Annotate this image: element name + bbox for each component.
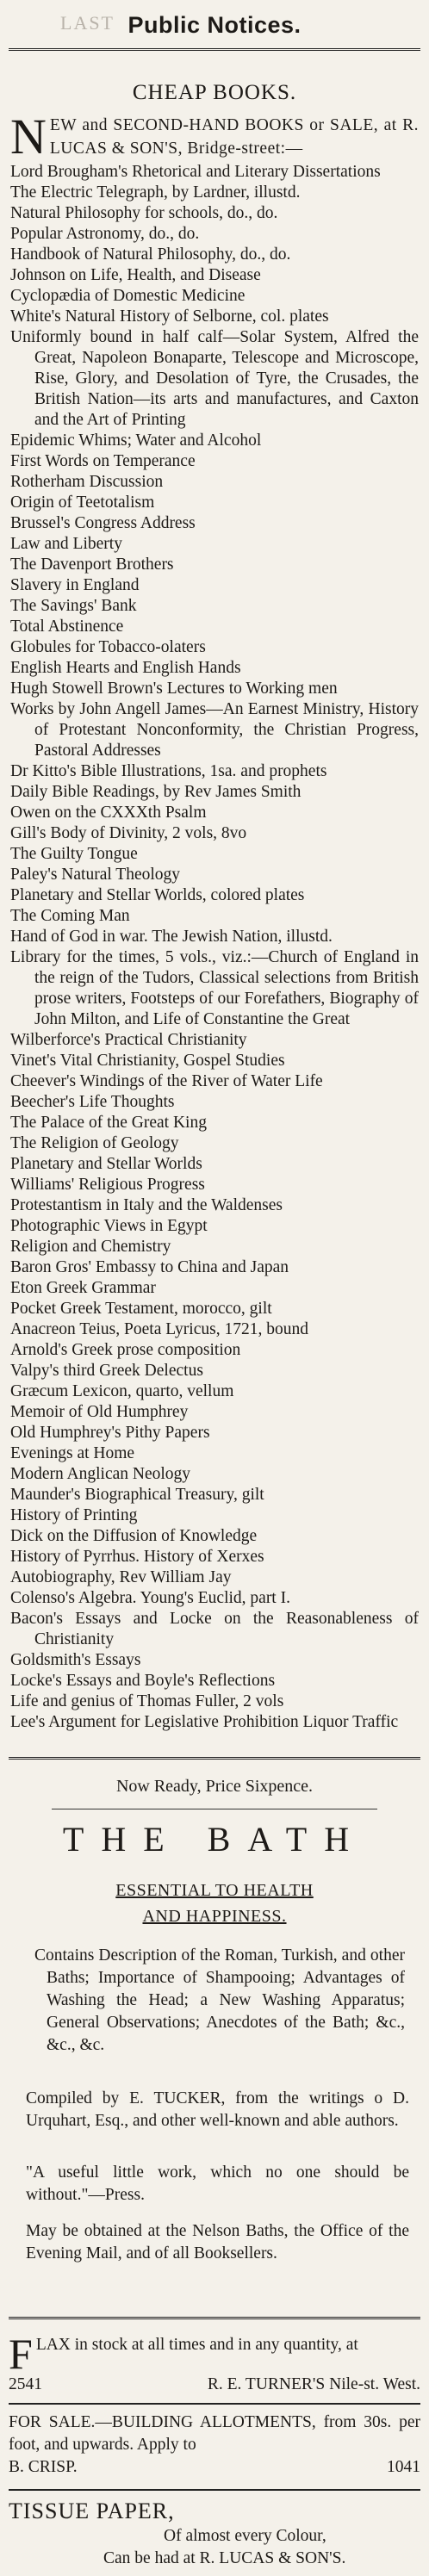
bath-quote bbox=[26, 2162, 409, 2207]
book-item: Hand of God in war. The Jewish Nation, illustd. bbox=[10, 928, 333, 946]
book-item: Paley's Natural Theology bbox=[10, 866, 181, 884]
book-item: Dick on the Diffusion of Knowledge bbox=[10, 1527, 258, 1545]
flax-advert bbox=[9, 2330, 420, 2396]
book-item: Arnold's Greek prose composition bbox=[10, 1341, 241, 1359]
book-item: Owen on the CXXXth Psalm bbox=[10, 804, 207, 822]
book-item: Græcum Lexicon, quarto, vellum bbox=[10, 1382, 234, 1400]
bath-obtain-text: May be obtained at the Nelson Baths, the Office of the Evening Mail, and of all Booksellers. bbox=[26, 2222, 409, 2263]
divider-rule-2 bbox=[9, 2317, 420, 2319]
tissue-line-1: Of almost every Colour, bbox=[164, 2527, 326, 2545]
bath-subtitle bbox=[0, 1878, 429, 1929]
flax-line: LAX in stock at all times and in any quantity, at bbox=[35, 2336, 358, 2354]
tissue-heading: TISSUE PAPER, bbox=[9, 2498, 175, 2523]
masthead-ghost-text: LAST bbox=[60, 12, 115, 34]
book-item: The Coming Man bbox=[10, 907, 130, 925]
book-item: Evenings at Home bbox=[10, 1444, 135, 1462]
bath-compiled-text: Compiled by E. TUCKER, from the writings o D. Urquhart, Esq., and other well-known and able authors. bbox=[26, 2089, 409, 2130]
bath-compiled bbox=[26, 2088, 409, 2132]
bath-contents bbox=[34, 1945, 405, 2057]
book-item: Origin of Teetotalism bbox=[10, 493, 155, 512]
book-item: Lee's Argument for Legislative Prohibition Liquor Traffic bbox=[10, 1713, 399, 1731]
book-item: Pocket Greek Testament, morocco, gilt bbox=[10, 1300, 272, 1318]
book-item: Religion and Chemistry bbox=[10, 1238, 171, 1256]
book-item: Lord Brougham's Rhetorical and Literary Dissertations bbox=[10, 163, 381, 181]
book-item: Natural Philosophy for schools, do., do. bbox=[10, 204, 278, 222]
book-item: Maunder's Biographical Treasury, gilt bbox=[10, 1486, 264, 1504]
book-item: Epidemic Whims; Water and Alcohol bbox=[10, 431, 262, 450]
book-item: Library for the times, 5 vols., viz.:—Church of England in the reign of the Tudors, Classical selections from British prose writers, Footsteps of our Forefathers, Biography of John Milton, and Life of Constantine the Great bbox=[10, 948, 419, 1028]
book-item: Slavery in England bbox=[10, 576, 140, 594]
book-item: Modern Anglican Neology bbox=[10, 1465, 191, 1483]
book-item: Johnson on Life, Health, and Disease bbox=[10, 266, 261, 284]
book-item: Baron Gros' Embassy to China and Japan bbox=[10, 1258, 289, 1276]
book-item: Law and Liberty bbox=[10, 535, 122, 553]
book-item: Goldsmith's Essays bbox=[10, 1651, 141, 1669]
bath-subtitle-line-1: ESSENTIAL TO HEALTH bbox=[115, 1881, 314, 1900]
bath-contents-text: Contains Description of the Roman, Turkish, and other Baths; Importance of Shampooing; Advantages of Washing the Head; a New Washing Apparatus; General Observations; Anecdotes of the Bath; &c., &c., &c. bbox=[34, 1946, 405, 2054]
book-item: Wilberforce's Practical Christianity bbox=[10, 1031, 247, 1049]
drop-cap: N bbox=[10, 109, 47, 164]
cheap-books-intro bbox=[10, 109, 419, 164]
divider-rule-3 bbox=[9, 2403, 420, 2405]
cheap-books-heading: CHEAP BOOKS. bbox=[132, 81, 297, 104]
book-item: Old Humphrey's Pithy Papers bbox=[10, 1424, 210, 1442]
book-item: The Religion of Geology bbox=[10, 1134, 179, 1152]
flax-shop: R. E. TURNER'S Nile-st. West. bbox=[207, 2375, 420, 2393]
flax-number: 2541 bbox=[9, 2375, 42, 2393]
book-item: The Palace of the Great King bbox=[10, 1114, 207, 1132]
book-item: Valpy's third Greek Delectus bbox=[10, 1362, 203, 1380]
book-item: Memoir of Old Humphrey bbox=[10, 1403, 189, 1421]
book-item: Handbook of Natural Philosophy, do., do. bbox=[10, 245, 291, 264]
book-item: Globules for Tobacco-olaters bbox=[10, 638, 206, 656]
book-item: Life and genius of Thomas Fuller, 2 vols bbox=[10, 1692, 284, 1710]
sale-name: B. CRISP. bbox=[9, 2458, 78, 2476]
book-item: Planetary and Stellar Worlds bbox=[10, 1155, 202, 1173]
book-item: The Davenport Brothers bbox=[10, 556, 174, 574]
book-item: Locke's Essays and Boyle's Reflections bbox=[10, 1672, 276, 1690]
book-item: White's Natural History of Selborne, col. plates bbox=[10, 307, 329, 326]
sale-number: 1041 bbox=[387, 2458, 420, 2476]
book-item: Total Abstinence bbox=[10, 618, 124, 636]
sale-line: FOR SALE.—BUILDING ALLOTMENTS, from 30s. per foot, and upwards. Apply to bbox=[9, 2413, 420, 2454]
book-item: Planetary and Stellar Worlds, colored plates bbox=[10, 886, 305, 904]
divider-rule bbox=[9, 1757, 420, 1760]
masthead bbox=[0, 5, 429, 45]
book-item: Protestantism in Italy and the Waldenses bbox=[10, 1196, 283, 1214]
book-item: Uniformly bound in half calf—Solar System, Alfred the Great, Napoleon Bonaparte, Telescope and Microscope, Rise, Glory, and Desolation of Tyre, the Crusades, the British Nation—its arts and manufactures, and Caxton and the Art of Printing bbox=[10, 328, 419, 429]
book-item: Hugh Stowell Brown's Lectures to Working men bbox=[10, 680, 338, 698]
tissue-line-2: Can be had at R. LUCAS & SON'S. bbox=[103, 2549, 346, 2567]
book-item: Vinet's Vital Christianity, Gospel Studies bbox=[10, 1052, 285, 1070]
masthead-rule bbox=[9, 48, 420, 51]
book-item: Bacon's Essays and Locke on the Reasonableness of Christianity bbox=[10, 1610, 419, 1648]
flax-drop-cap: F bbox=[9, 2330, 33, 2378]
book-item: History of Printing bbox=[10, 1506, 138, 1524]
book-item: Eton Greek Grammar bbox=[10, 1279, 156, 1297]
book-item: Gill's Body of Divinity, 2 vols, 8vo bbox=[10, 824, 247, 842]
book-item: The Savings' Bank bbox=[10, 597, 137, 615]
flax-footer bbox=[9, 2374, 420, 2396]
book-item: The Electric Telegraph, by Lardner, illustd. bbox=[10, 183, 301, 202]
section-title: Public Notices. bbox=[127, 12, 302, 38]
book-item: Beecher's Life Thoughts bbox=[10, 1093, 175, 1111]
book-item: Cyclopædia of Domestic Medicine bbox=[10, 287, 246, 305]
bath-obtain bbox=[26, 2220, 409, 2265]
book-item: Rotherham Discussion bbox=[10, 473, 164, 491]
book-item: First Words on Temperance bbox=[10, 452, 196, 470]
book-item: Colenso's Algebra. Young's Euclid, part I. bbox=[10, 1589, 290, 1607]
book-item: Dr Kitto's Bible Illustrations, 1sa. and prophets bbox=[10, 762, 327, 780]
book-item: The Guilty Tongue bbox=[10, 845, 138, 863]
divider-rule-4 bbox=[9, 2489, 420, 2491]
book-item: Photographic Views in Egypt bbox=[10, 1217, 208, 1235]
cheap-books-advert bbox=[10, 109, 419, 1733]
book-item: Daily Bible Readings, by Rev James Smith bbox=[10, 783, 302, 801]
book-item: Brussel's Congress Address bbox=[10, 514, 196, 532]
intro-text: EW and SECOND-HAND BOOKS or SALE, at R. LUCAS & SON'S, Bridge-street:— bbox=[49, 116, 419, 158]
book-item: English Hearts and English Hands bbox=[10, 659, 241, 677]
book-item: Popular Astronomy, do., do. bbox=[10, 225, 200, 243]
book-item: Autobiography, Rev William Jay bbox=[10, 1568, 232, 1586]
book-list bbox=[10, 162, 419, 1733]
bath-ready-notice: Now Ready, Price Sixpence. bbox=[115, 1777, 314, 1796]
book-item: Anacreon Teius, Poeta Lyricus, 1721, bound bbox=[10, 1320, 308, 1338]
book-item: Works by John Angell James—An Earnest Ministry, History of Protestant Nonconformity, the Christian Progress, Pastoral Addresses bbox=[10, 700, 419, 760]
tissue-advert bbox=[9, 2498, 420, 2570]
sale-advert bbox=[9, 2412, 420, 2479]
bath-subtitle-line-2: AND HAPPINESS. bbox=[142, 1907, 287, 1926]
bath-quote-text: "A useful little work, which no one should be without."—Press. bbox=[26, 2163, 409, 2204]
book-item: History of Pyrrhus. History of Xerxes bbox=[10, 1548, 264, 1566]
book-item: Cheever's Windings of the River of Water Life bbox=[10, 1072, 323, 1090]
sale-footer bbox=[9, 2456, 420, 2479]
bath-title: THE BATH bbox=[62, 1820, 367, 1859]
book-item: Williams' Religious Progress bbox=[10, 1176, 205, 1194]
